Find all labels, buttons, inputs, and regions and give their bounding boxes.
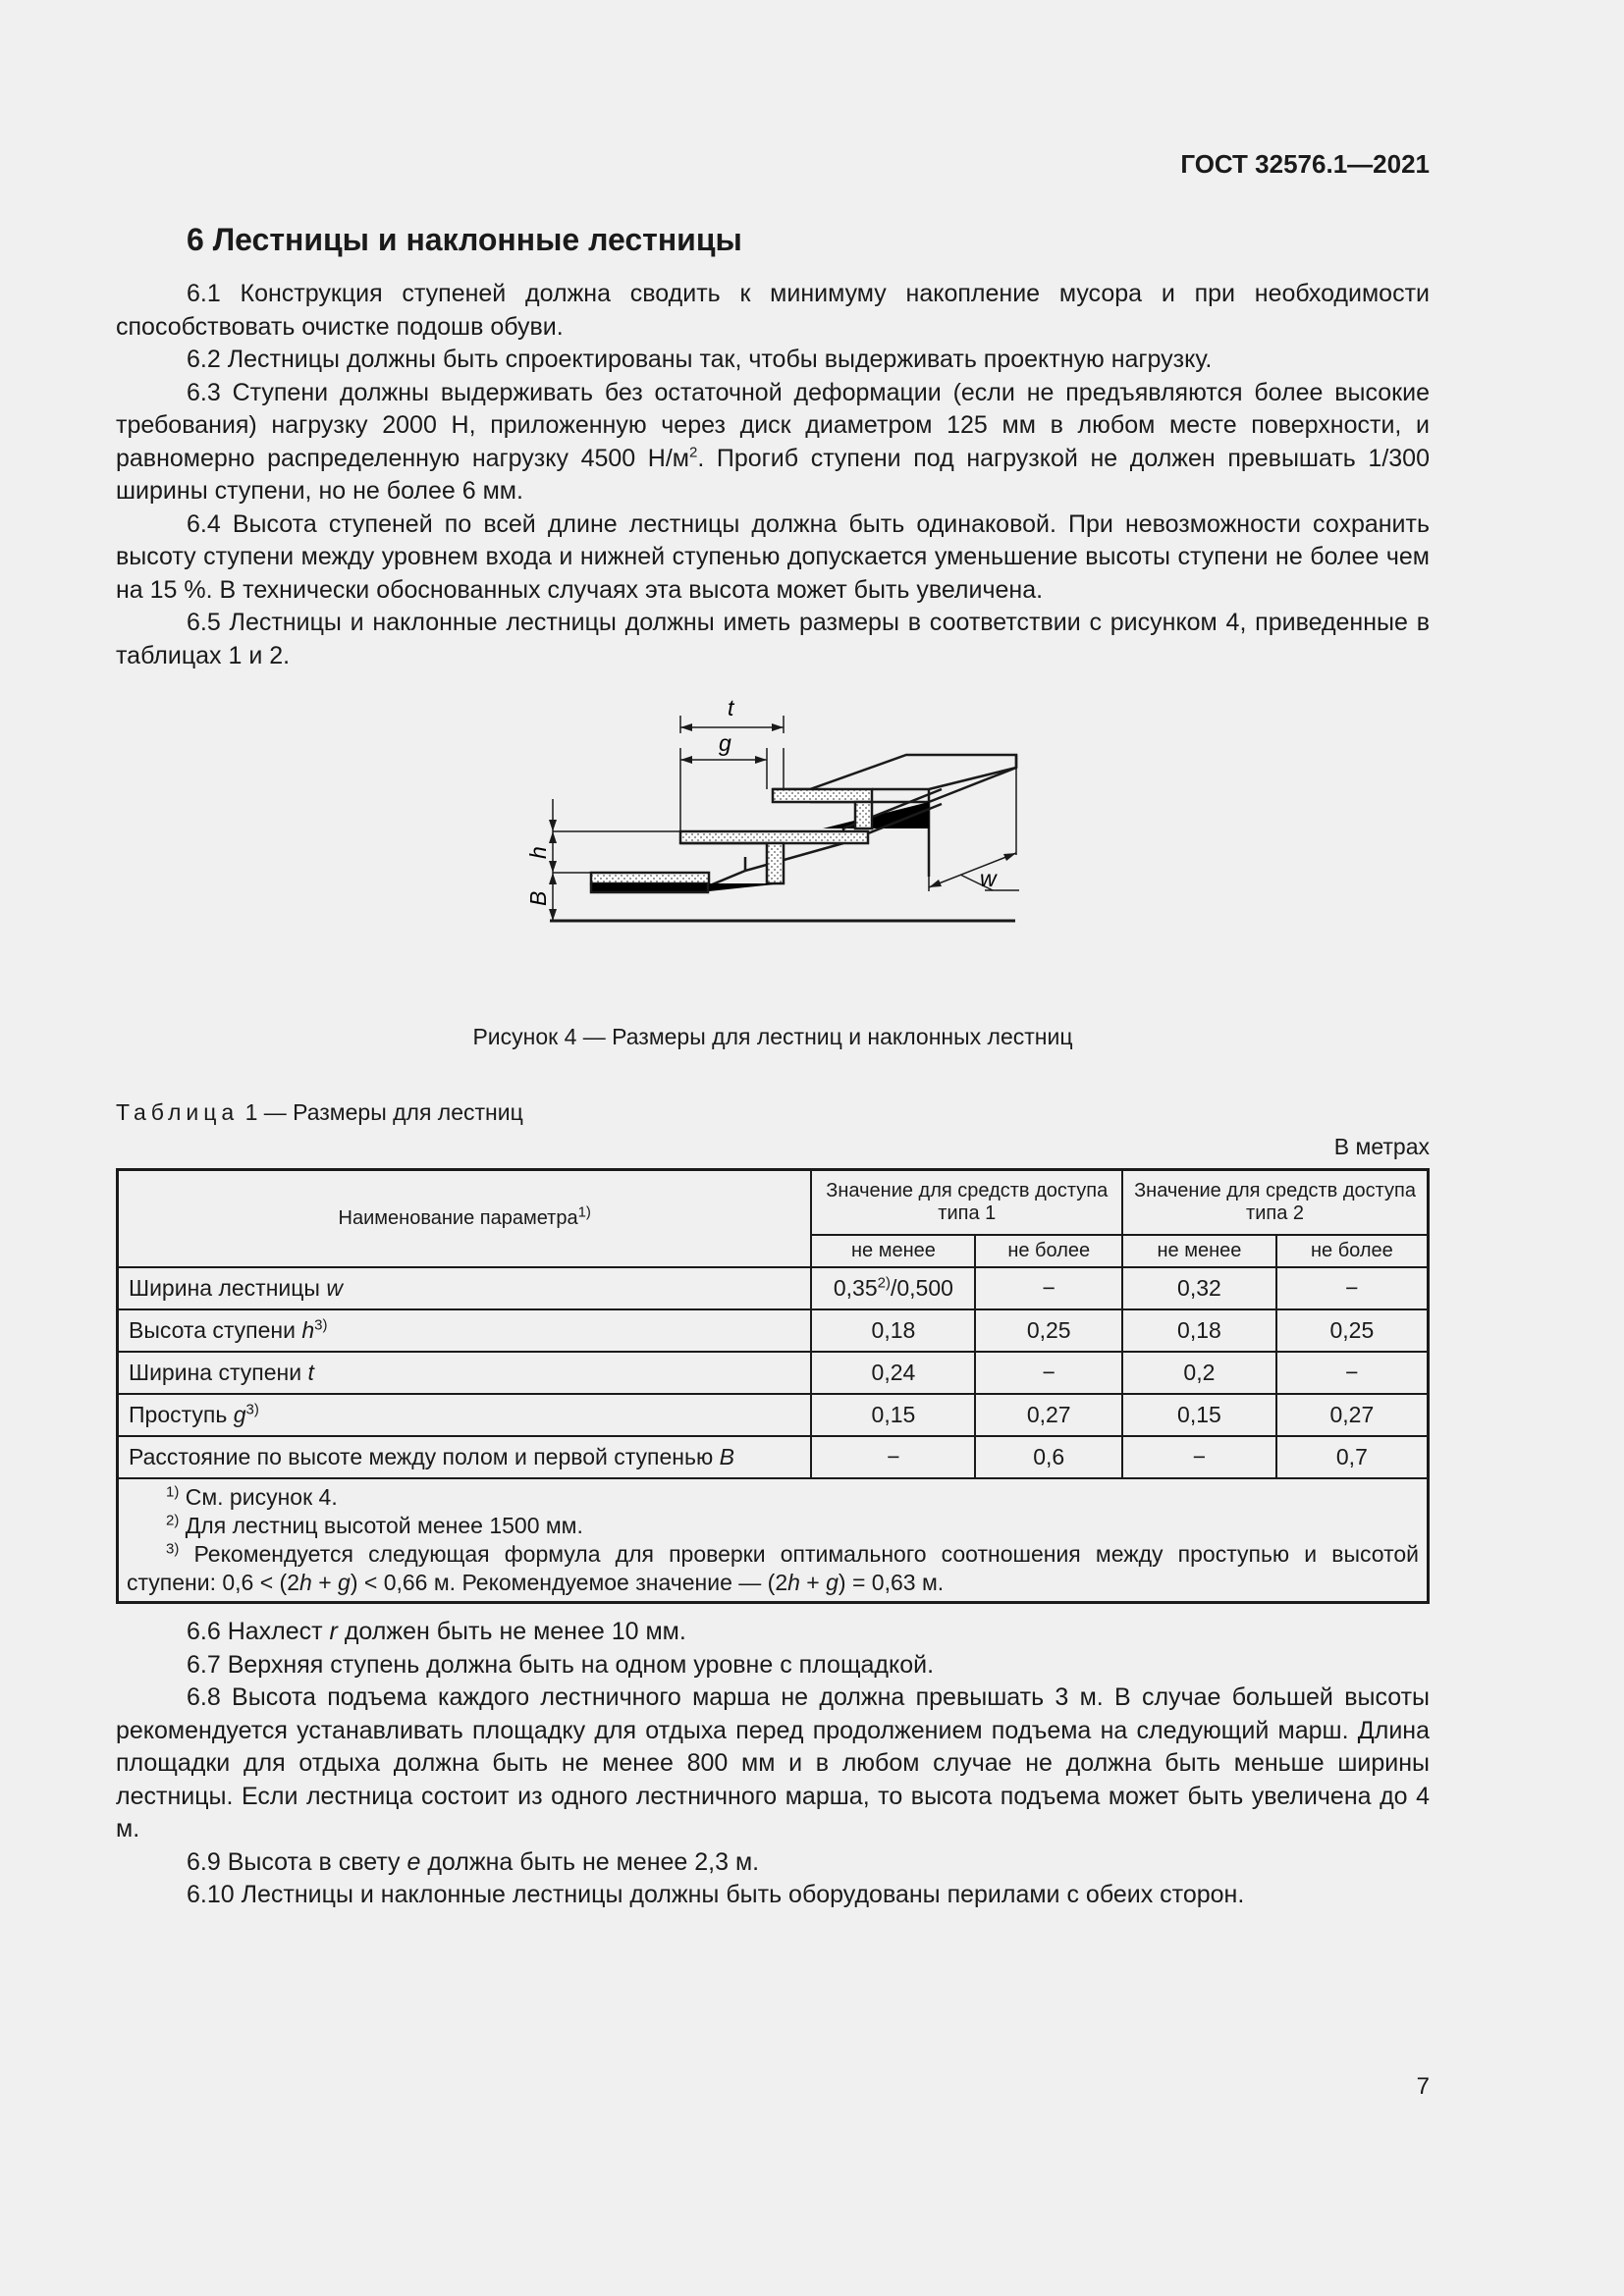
type2-max: − (1276, 1352, 1429, 1394)
page-number: 7 (1416, 2073, 1430, 2100)
type1-max: − (975, 1267, 1122, 1309)
type1-max: 0,27 (975, 1394, 1122, 1436)
standard-number: ГОСТ 32576.1—2021 (1180, 149, 1430, 179)
type2-max: 0,25 (1276, 1309, 1429, 1352)
step-2-riser (767, 843, 784, 883)
type1-max: − (975, 1352, 1122, 1394)
paragraph-6-6: 6.6 Нахлест r должен быть не менее 10 мм. (187, 1618, 686, 1645)
param-name: Проступь $g^{3)}$ (118, 1394, 812, 1436)
table-footnotes (118, 1478, 1429, 1603)
page-content (116, 222, 1430, 1912)
param-name: Ширина лестницы w (118, 1267, 812, 1309)
step-1-tread (591, 873, 709, 883)
section-title: 6 Лестницы и наклонные лестницы (187, 222, 742, 257)
min-header: не менее (1122, 1235, 1276, 1267)
paragraph-6-9: 6.9 Высота в свету e должна быть не менее 2,3 м. (187, 1847, 760, 1876)
stairs-drawing (116, 694, 1430, 1028)
type1-max: 0,25 (975, 1309, 1122, 1352)
table-row (118, 1267, 1429, 1309)
label-B: B (525, 890, 551, 906)
paragraph-6-5: 6.5 Лестницы и наклонные лестницы должны иметь размеры в соответствии с рисунком 4, приведенные в таблицах 1 и 2. (116, 609, 1430, 669)
type2-min: − (1122, 1436, 1276, 1478)
label-g: g (719, 730, 731, 756)
figure-4-stairs-diagram (116, 694, 1430, 1028)
type1-min: 0,35$^{2)}$/0,500 (811, 1267, 975, 1309)
type2-max: 0,27 (1276, 1394, 1429, 1436)
max-header: не более (1276, 1235, 1429, 1267)
table-row (118, 1436, 1429, 1478)
paragraph-6-2: 6.2 Лестницы должны быть спроектированы так, чтобы выдерживать проектную нагрузку. (187, 346, 1213, 373)
param-name: Расстояние по высоте между полом и первой ступенью B (118, 1436, 812, 1478)
step-3-tread (773, 789, 872, 802)
type1-min: 0,18 (811, 1309, 975, 1352)
param-name: Ширина ступени t (118, 1352, 812, 1394)
paragraph-6-4: 6.4 Высота ступеней по всей длине лестницы должна быть одинаковой. При невозможности сохранить высоту ступени между уровнем входа и нижней ступенью допускается уменьшение высоты ступени не более чем на 15 %. В технически обоснованных случаях эта высота может быть увеличена. (116, 509, 1430, 604)
type1-min: − (811, 1436, 975, 1478)
table-row (118, 1352, 1429, 1394)
max-header: не более (975, 1235, 1122, 1267)
step-3-riser (855, 802, 872, 828)
type2-max: 0,7 (1276, 1436, 1429, 1478)
type1-header: Значение для средств доступа типа 1 (811, 1170, 1122, 1236)
param-header: Наименование параметра$^{1)}$ (118, 1170, 812, 1268)
type1-min: 0,15 (811, 1394, 975, 1436)
type2-min: 0,32 (1122, 1267, 1276, 1309)
table-row (118, 1394, 1429, 1436)
table-units: В метрах (1333, 1134, 1430, 1159)
label-h: h (525, 846, 551, 859)
label-t: t (728, 695, 734, 721)
stairs-dimensions-table (116, 1168, 1430, 1604)
label-w: w (980, 866, 997, 891)
table-row (118, 1309, 1429, 1352)
table-title: Таблица 1 — Размеры для лестниц (116, 1099, 523, 1125)
type2-max: − (1276, 1267, 1429, 1309)
type2-min: 0,2 (1122, 1352, 1276, 1394)
param-name: Высота ступени $h^{3)}$ (118, 1309, 812, 1352)
paragraph-6-7: 6.7 Верхняя ступень должна быть на одном уровне с площадкой. (187, 1650, 935, 1679)
figure-caption: Рисунок 4 — Размеры для лестниц и наклонных лестниц (472, 1024, 1073, 1049)
paragraph-6-8: 6.8 Высота подъема каждого лестничного марша не должна превышать 3 м. В случае большей высоты рекомендуется устанавливать площадку для отдыха перед продолжением подъема на следующий марш. Длина площадки для отдыха должна быть не менее 800 мм и в любом случае не должна быть меньше ширины лестницы. Если лестница состоит из одного лестничного марша, то высота подъема может быть увеличена до 4 м. (116, 1683, 1430, 1842)
type1-min: 0,24 (811, 1352, 975, 1394)
type2-header: Значение для средств доступа типа 2 (1122, 1170, 1428, 1236)
paragraph-6-1: 6.1 Конструкция ступеней должна сводить к минимуму накопление мусора и при необходимости способствовать очистке подошв обуви. (116, 280, 1430, 341)
min-header: не менее (811, 1235, 975, 1267)
footnote-3: $^{3)}$ Рекомендуется следующая формула для проверки оптимального соотношения между проступью и высотой ступени: 0,6 < (2h + g) < 0,66 м. Рекомендуемое значение — (2h + g) = 0,63 м. (127, 1540, 1419, 1595)
type2-min: 0,15 (1122, 1394, 1276, 1436)
footnote-2: $^{2)}$ Для лестниц высотой менее 1500 мм. (166, 1512, 583, 1538)
paragraph-6-3: 6.3 Ступени должны выдерживать без остаточной деформации (если не предъявляются более высокие требования) нагрузку 2000 Н, приложенную через диск диаметром 125 мм в любом месте поверхности, и равномерно распределенную нагрузку 4500 $Н/м^2$. Прогиб ступени под нагрузкой не должен превышать 1/300 ширины ступени, но не более 6 мм. (116, 378, 1430, 505)
type2-min: 0,18 (1122, 1309, 1276, 1352)
footnote-1: $^{1)}$ См. рисунок 4. (166, 1483, 338, 1510)
paragraph-6-10: 6.10 Лестницы и наклонные лестницы должны быть оборудованы перилами с обеих сторон. (187, 1881, 1245, 1908)
step-2-tread (680, 831, 868, 843)
type1-max: 0,6 (975, 1436, 1122, 1478)
